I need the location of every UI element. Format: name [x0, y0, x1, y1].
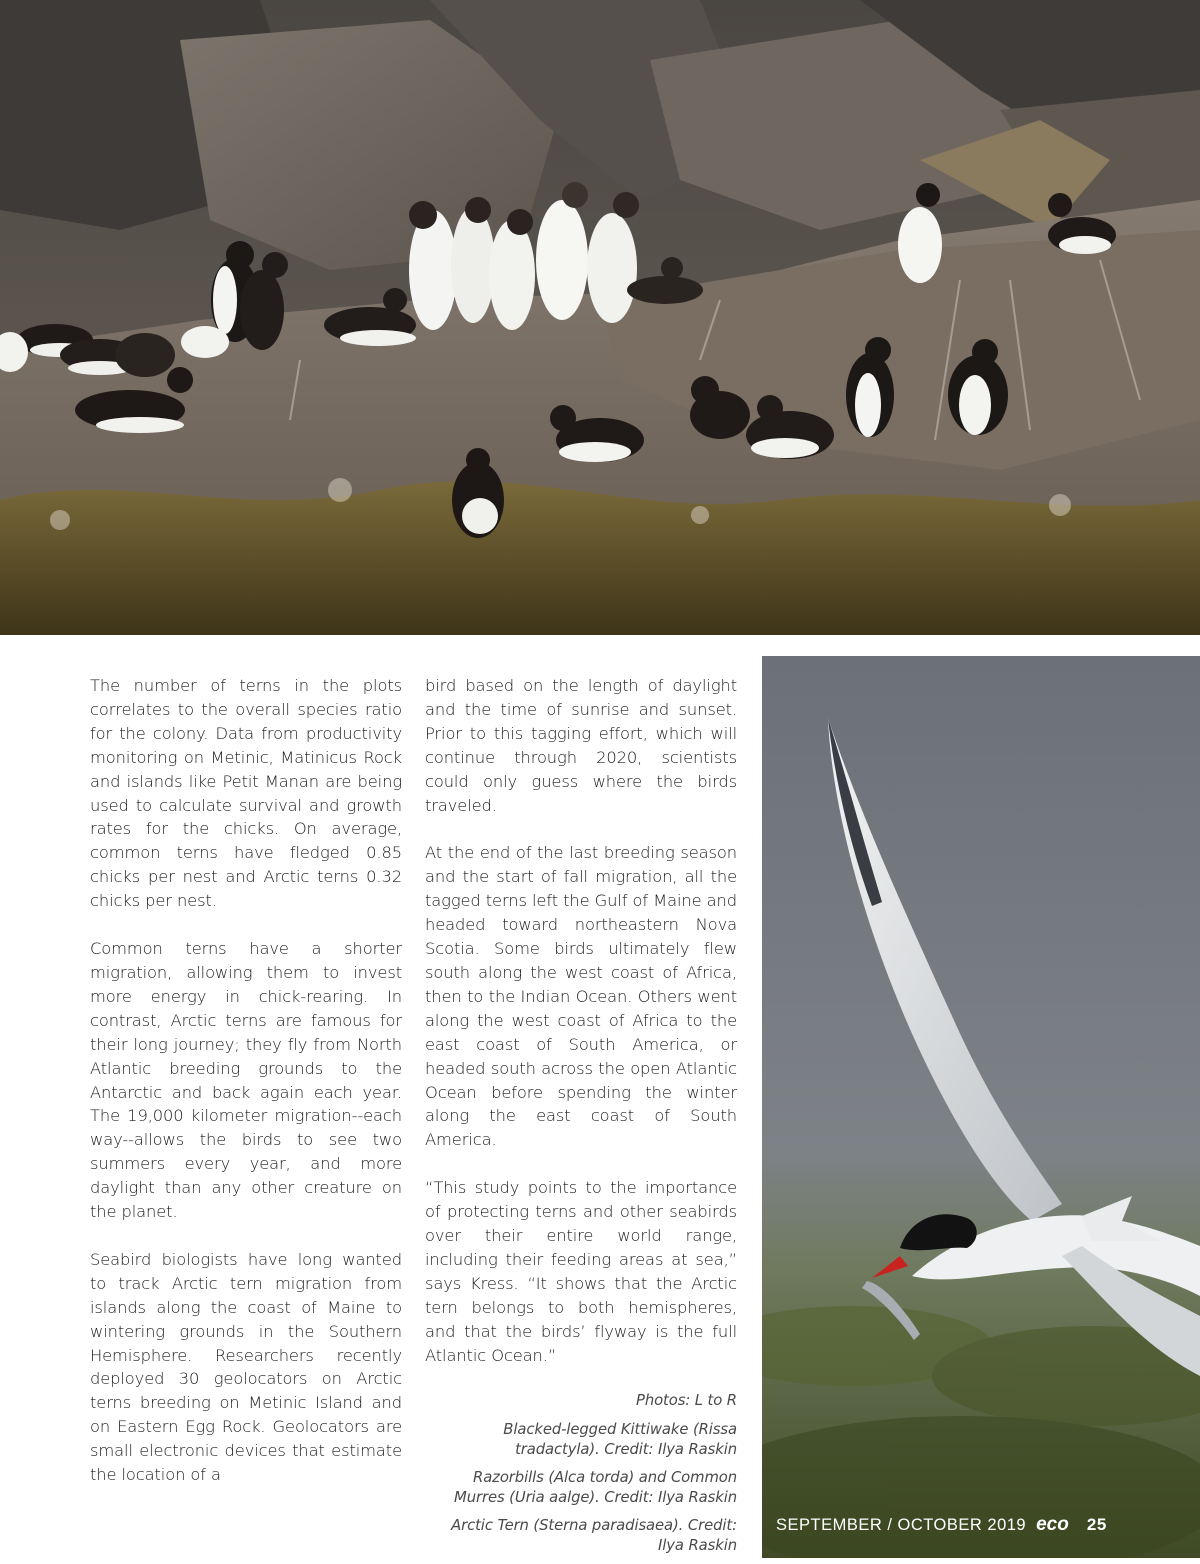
paragraph: The number of terns in the plots correlates to the overall species ratio for the colony. Data from productivity monitoring on Metinic, Matinicus Rock and islands like Petit Manan are being used to calculate survival and growth rates for the chicks. On average, common terns have fledged 0.85 chicks per nest and Arctic terns 0.32 chicks per nest. [90, 676, 402, 911]
arctic-tern-photo [762, 656, 1200, 1558]
caption-razorbills: Razorbills (Alca torda) and Common Murres (Uria aalge). Credit: Ilya Raskin [454, 1469, 737, 1507]
photo-credits [425, 1391, 737, 1556]
paragraph: At the end of the last breeding season and the start of fall migration, all the tagged terns left the Gulf of Maine and headed toward northeastern Nova Scotia. Some birds ultimately flew south along the west coast of Africa, then to the Indian Ocean. Others went along the west coast of Africa to the east coast of South America, or headed south across the open Atlantic Ocean before spending the winter along the east coast of South America. [425, 843, 737, 1150]
paragraph: bird based on the length of daylight and the time of sunrise and sunset. Prior to this tagging effort, which will continue through 2020, scientists could only guess where the birds traveled. [425, 676, 737, 815]
paragraph: Seabird biologists have long wanted to track Arctic tern migration from islands along the coast of Maine to wintering grounds in the Southern Hemisphere. Researchers recently deployed 30 geolocators on Arctic terns breeding on Metinic Island and on Eastern Egg Rock. Geolocators are small electronic devices that estimate the location of a [90, 1249, 402, 1485]
page-number: 25 [1086, 1515, 1107, 1534]
magazine-name: eco [1036, 1514, 1069, 1535]
caption-kittiwake: Blacked-legged Kittiwake (Rissa tradactyla). Credit: Ilya Raskin [503, 1421, 737, 1459]
paragraph: Common terns have a shorter migration, allowing them to invest more energy in chick-rearing. In contrast, Arctic terns are famous for their long journey; they fly from North Atlantic breeding grounds to the Antarctic and back again each year. The 19,000 kilometer migration--each way--allows the birds to see two summers every year, and more daylight than any other creature on the planet. [90, 939, 402, 1222]
paragraph: “This study points to the importance of protecting terns and other seabirds over their entire world range, including their feeding areas at sea,” says Kress. “It shows that the Arctic tern belongs to both hemispheres, and that the birds’ flyway is the full Atlantic Ocean.” [425, 1178, 737, 1365]
caption-arctic-tern: Arctic Tern (Sterna paradisaea). Credit: Ilya Raskin [451, 1517, 737, 1555]
caption-heading: Photos: L to R [636, 1392, 737, 1410]
seabird-colony-photo [0, 0, 1200, 635]
text-column-middle [425, 674, 737, 1564]
text-column-left [90, 674, 402, 1511]
issue-date: SEPTEMBER / OCTOBER 2019 [776, 1516, 1027, 1534]
page-footer [776, 1514, 1186, 1536]
